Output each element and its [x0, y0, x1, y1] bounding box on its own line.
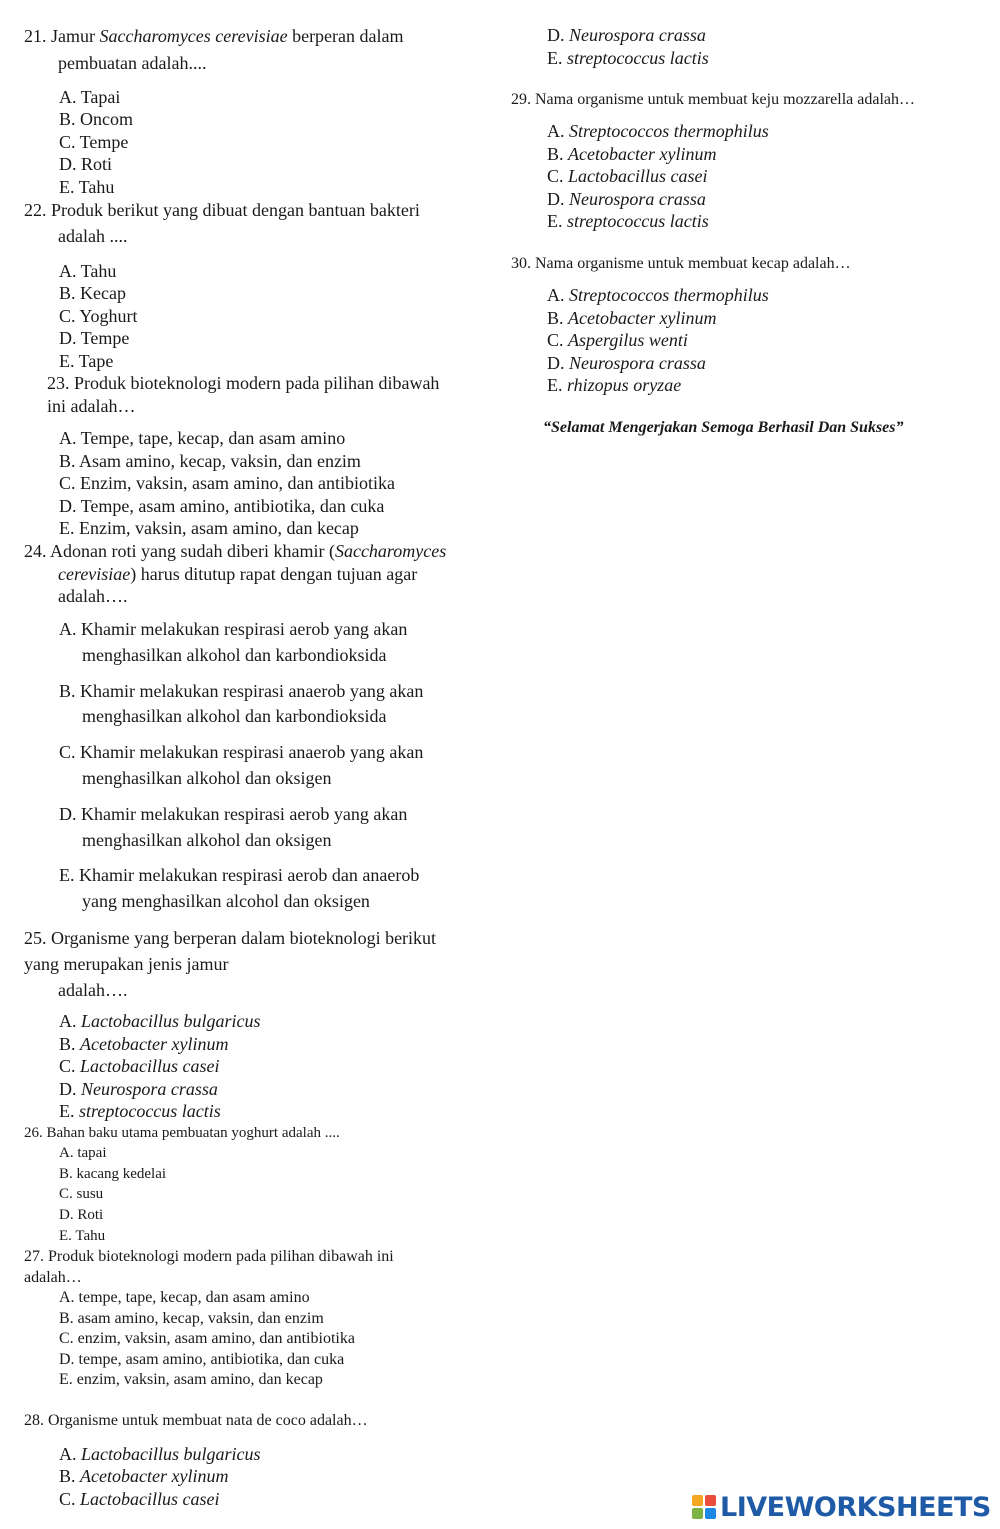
- q23-option-c[interactable]: C. Enzim, vaksin, asam amino, dan antibiotika: [59, 473, 395, 493]
- q24-stem-line3: adalah….: [58, 586, 128, 606]
- q30-option-a[interactable]: A. Streptococcos thermophilus: [547, 285, 769, 305]
- q22-option-e[interactable]: E. Tape: [59, 351, 114, 371]
- q24-option-d-line2: menghasilkan alkohol dan oksigen: [82, 830, 332, 850]
- q25-option-a[interactable]: A. Lactobacillus bulgaricus: [59, 1011, 261, 1031]
- q27-stem-line2: adalah…: [24, 1269, 82, 1286]
- q24-option-c-line1: C. Khamir melakukan respirasi anaerob yang akan: [59, 742, 424, 762]
- q22-option-d[interactable]: D. Tempe: [59, 328, 130, 348]
- q29-option-d[interactable]: D. Neurospora crassa: [547, 189, 706, 209]
- q24-option-b-line2: menghasilkan alkohol dan karbondioksida: [82, 706, 387, 726]
- q24-option-e-line1: E. Khamir melakukan respirasi aerob dan anaerob: [59, 865, 420, 885]
- logo-square-1: [692, 1495, 703, 1506]
- logo-grid-icon: [692, 1495, 716, 1519]
- q21-option-c[interactable]: C. Tempe: [59, 132, 129, 152]
- q27-stem: 27. Produk bioteknologi modern pada pilihan dibawah ini: [24, 1248, 394, 1265]
- q29-option-b[interactable]: B. Acetobacter xylinum: [547, 144, 717, 164]
- q28-option-a[interactable]: A. Lactobacillus bulgaricus: [59, 1444, 261, 1464]
- q25-option-b[interactable]: B. Acetobacter xylinum: [59, 1034, 229, 1054]
- q29-option-a[interactable]: A. Streptococcos thermophilus: [547, 121, 769, 141]
- q22-option-a[interactable]: A. Tahu: [59, 261, 117, 281]
- q24-option-c-line2: menghasilkan alkohol dan oksigen: [82, 768, 332, 788]
- q23-stem: 23. Produk bioteknologi modern pada pilihan dibawah: [47, 373, 440, 393]
- q25-stem: 25. Organisme yang berperan dalam bioteknologi berikut: [24, 928, 437, 948]
- q21-option-b[interactable]: B. Oncom: [59, 109, 133, 129]
- q26-option-e[interactable]: E. Tahu: [59, 1228, 106, 1244]
- q24-option-d-line1: D. Khamir melakukan respirasi aerob yang akan: [59, 804, 408, 824]
- closing-message: “Selamat Mengerjakan Semoga Berhasil Dan Sukses”: [543, 419, 904, 436]
- q30-option-c[interactable]: C. Aspergilus wenti: [547, 330, 688, 350]
- q27-option-d[interactable]: D. tempe, asam amino, antibiotika, dan cuka: [59, 1351, 345, 1368]
- q30-option-d[interactable]: D. Neurospora crassa: [547, 353, 706, 373]
- q29-option-c[interactable]: C. Lactobacillus casei: [547, 166, 708, 186]
- q30-stem: 30. Nama organisme untuk membuat kecap adalah…: [511, 255, 851, 272]
- q26-stem: 26. Bahan baku utama pembuatan yoghurt adalah ....: [24, 1125, 340, 1141]
- q24-option-a-line2: menghasilkan alkohol dan karbondioksida: [82, 645, 387, 665]
- q26-option-a[interactable]: A. tapai: [59, 1145, 107, 1161]
- q21-option-e[interactable]: E. Tahu: [59, 177, 115, 197]
- q22-stem-line2: adalah ....: [58, 226, 128, 246]
- q23-option-e[interactable]: E. Enzim, vaksin, asam amino, dan kecap: [59, 518, 359, 538]
- q25-stem-line3: adalah….: [58, 980, 128, 1000]
- q26-option-c[interactable]: C. susu: [59, 1186, 104, 1202]
- q21-stem: 21. Jamur Saccharomyces cerevisiae berperan dalam: [24, 26, 404, 46]
- q21-option-d[interactable]: D. Roti: [59, 154, 113, 174]
- q28-stem: 28. Organisme untuk membuat nata de coco adalah…: [24, 1412, 368, 1429]
- logo-square-4: [705, 1508, 716, 1519]
- q29-option-e[interactable]: E. streptococcus lactis: [547, 211, 709, 231]
- logo-square-3: [692, 1508, 703, 1519]
- q28-option-e[interactable]: E. streptococcus lactis: [547, 48, 709, 68]
- q24-stem-line2: cerevisiae) harus ditutup rapat dengan tujuan agar: [58, 564, 418, 584]
- q24-option-b-line1: B. Khamir melakukan respirasi anaerob yang akan: [59, 681, 424, 701]
- q25-option-d[interactable]: D. Neurospora crassa: [59, 1079, 218, 1099]
- q23-stem-line2: ini adalah…: [47, 396, 136, 416]
- q27-option-a[interactable]: A. tempe, tape, kecap, dan asam amino: [59, 1289, 310, 1306]
- logo-text: LIVEWORKSHEETS: [720, 1491, 991, 1523]
- q25-option-c[interactable]: C. Lactobacillus casei: [59, 1056, 220, 1076]
- q24-option-a-line1: A. Khamir melakukan respirasi aerob yang akan: [59, 619, 408, 639]
- q29-stem: 29. Nama organisme untuk membuat keju mozzarella adalah…: [511, 91, 916, 108]
- q22-option-b[interactable]: B. Kecap: [59, 283, 126, 303]
- logo-square-2: [705, 1495, 716, 1506]
- q27-option-c[interactable]: C. enzim, vaksin, asam amino, dan antibiotika: [59, 1330, 355, 1347]
- q26-option-d[interactable]: D. Roti: [59, 1207, 104, 1223]
- q25-option-e[interactable]: E. streptococcus lactis: [59, 1101, 221, 1121]
- q24-stem: 24. Adonan roti yang sudah diberi khamir (Saccharomyces: [24, 541, 447, 561]
- q22-option-c[interactable]: C. Yoghurt: [59, 306, 138, 326]
- q27-option-b[interactable]: B. asam amino, kecap, vaksin, dan enzim: [59, 1310, 324, 1327]
- q28-option-b[interactable]: B. Acetobacter xylinum: [59, 1466, 229, 1486]
- q23-option-b[interactable]: B. Asam amino, kecap, vaksin, dan enzim: [59, 451, 361, 471]
- q21-stem-line2: pembuatan adalah....: [58, 53, 207, 73]
- q21-option-a[interactable]: A. Tapai: [59, 87, 121, 107]
- q23-option-d[interactable]: D. Tempe, asam amino, antibiotika, dan cuka: [59, 496, 385, 516]
- q25-stem-line2: yang merupakan jenis jamur: [24, 954, 229, 974]
- q28-option-c[interactable]: C. Lactobacillus casei: [59, 1489, 220, 1509]
- q30-option-b[interactable]: B. Acetobacter xylinum: [547, 308, 717, 328]
- q30-option-e[interactable]: E. rhizopus oryzae: [547, 375, 682, 395]
- q22-stem: 22. Produk berikut yang dibuat dengan bantuan bakteri: [24, 200, 420, 220]
- q26-option-b[interactable]: B. kacang kedelai: [59, 1166, 167, 1182]
- q24-option-e-line2: yang menghasilkan alcohol dan oksigen: [82, 891, 370, 911]
- q23-option-a[interactable]: A. Tempe, tape, kecap, dan asam amino: [59, 428, 346, 448]
- liveworksheets-logo: [692, 1491, 991, 1523]
- q27-option-e[interactable]: E. enzim, vaksin, asam amino, dan kecap: [59, 1371, 323, 1388]
- q28-option-d[interactable]: D. Neurospora crassa: [547, 25, 706, 45]
